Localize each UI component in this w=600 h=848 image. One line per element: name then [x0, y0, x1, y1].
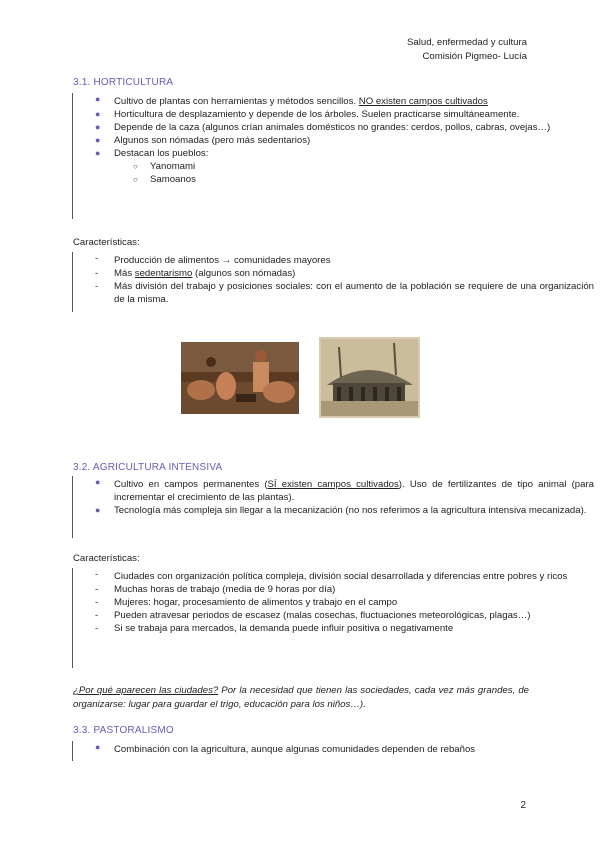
document-header: [407, 36, 527, 63]
horticultura-bullets: [72, 93, 594, 219]
page-number: 2: [520, 800, 526, 811]
pastoralismo-bullets: [72, 741, 594, 761]
list-item: - Producción de alimentos → comunidades mayores: [95, 253, 331, 266]
samoan-hut-photo: [319, 337, 420, 418]
header-course: Salud, enfermedad y cultura: [407, 37, 527, 48]
list-item: - Muchas horas de trabajo (media de 9 horas por día): [95, 584, 336, 595]
list-item: - Si se trabaja para mercados, la demanda puede influir positiva o negativamente: [95, 623, 454, 634]
list-item: ● Combinación con la agricultura, aunque algunas comunidades dependen de rebaños: [95, 742, 476, 755]
sub-list-item: ○ Yanomami: [133, 161, 196, 172]
agricultura-characteristics: [72, 568, 594, 668]
characteristics-label: Características:: [73, 237, 140, 248]
bullet-icon: ●: [95, 505, 101, 515]
sub-list-item: ○ Samoanos: [133, 174, 196, 185]
list-item: - Pueden atravesar periodos de escasez (malas cosechas, fluctuaciones meteorológicas, plagas…): [95, 610, 531, 621]
list-item: ● Cultivo de plantas con herramientas y métodos sencillos. NO existen campos cultivados: [95, 94, 488, 107]
list-item: ● Algunos son nómadas (pero más sedentarios): [95, 135, 311, 146]
list-item: ● Destacan los pueblos:: [95, 148, 209, 159]
bullet-icon: ●: [95, 148, 101, 158]
circle-bullet-icon: ○: [133, 162, 138, 171]
section-title-horticultura: 3.1. HORTICULTURA: [73, 77, 174, 88]
section-title-pastoralismo: 3.3. PASTORALISMO: [73, 725, 174, 736]
horticultura-characteristics: [72, 252, 594, 312]
cities-question-paragraph: ¿Por qué aparecen las ciudades? Por la necesidad que tienen las sociedades, cada vez más grandes, de organizarse: lugar para guardar el trigo, educación para los niños…).: [73, 685, 529, 710]
agricultura-bullets: [72, 476, 594, 538]
list-item: - Más sedentarismo (algunos son nómadas): [95, 268, 296, 279]
list-item: ● Cultivo en campos permanentes (SÍ existen campos cultivados). Uso de fertilizantes de tipo animal (para incrementar el crecimiento de las plantas).: [95, 477, 594, 503]
bullet-icon: ●: [95, 94, 101, 104]
list-item: ● Depende de la caza (algunos crían animales domésticos no grandes: cerdos, pollos, cabras, ovejas…): [95, 122, 551, 133]
circle-bullet-icon: ○: [133, 175, 138, 184]
list-item: ● Tecnología más compleja sin llegar a la mecanización (no nos referimos a la agricultura intensiva mecanizada).: [95, 505, 587, 516]
list-item: - Más división del trabajo y posiciones sociales: con el aumento de la población se requiere de una organización de la misma.: [95, 281, 594, 305]
section-title-agricultura-intensiva: 3.2. AGRICULTURA INTENSIVA: [73, 462, 223, 473]
list-item: ● Horticultura de desplazamiento y depende de los árboles. Suelen practicarse simultáneamente.: [95, 109, 520, 120]
yanomami-photo: [181, 342, 299, 414]
bullet-icon: ●: [95, 742, 101, 752]
bullet-icon: ●: [95, 122, 101, 132]
cities-question: ¿Por qué aparecen las ciudades?: [73, 685, 219, 696]
header-group: Comisión Pigmeo- Lucía: [422, 50, 527, 62]
list-item: - Ciudades con organización política compleja, división social desarrollada y diferencias entre pobres y ricos: [95, 569, 568, 582]
bullet-icon: ●: [95, 109, 101, 119]
list-item: - Mujeres: hogar, procesamiento de alimentos y trabajo en el campo: [95, 597, 398, 608]
bullet-icon: ●: [95, 477, 101, 487]
bullet-icon: ●: [95, 135, 101, 145]
characteristics-label: Características:: [73, 553, 140, 564]
